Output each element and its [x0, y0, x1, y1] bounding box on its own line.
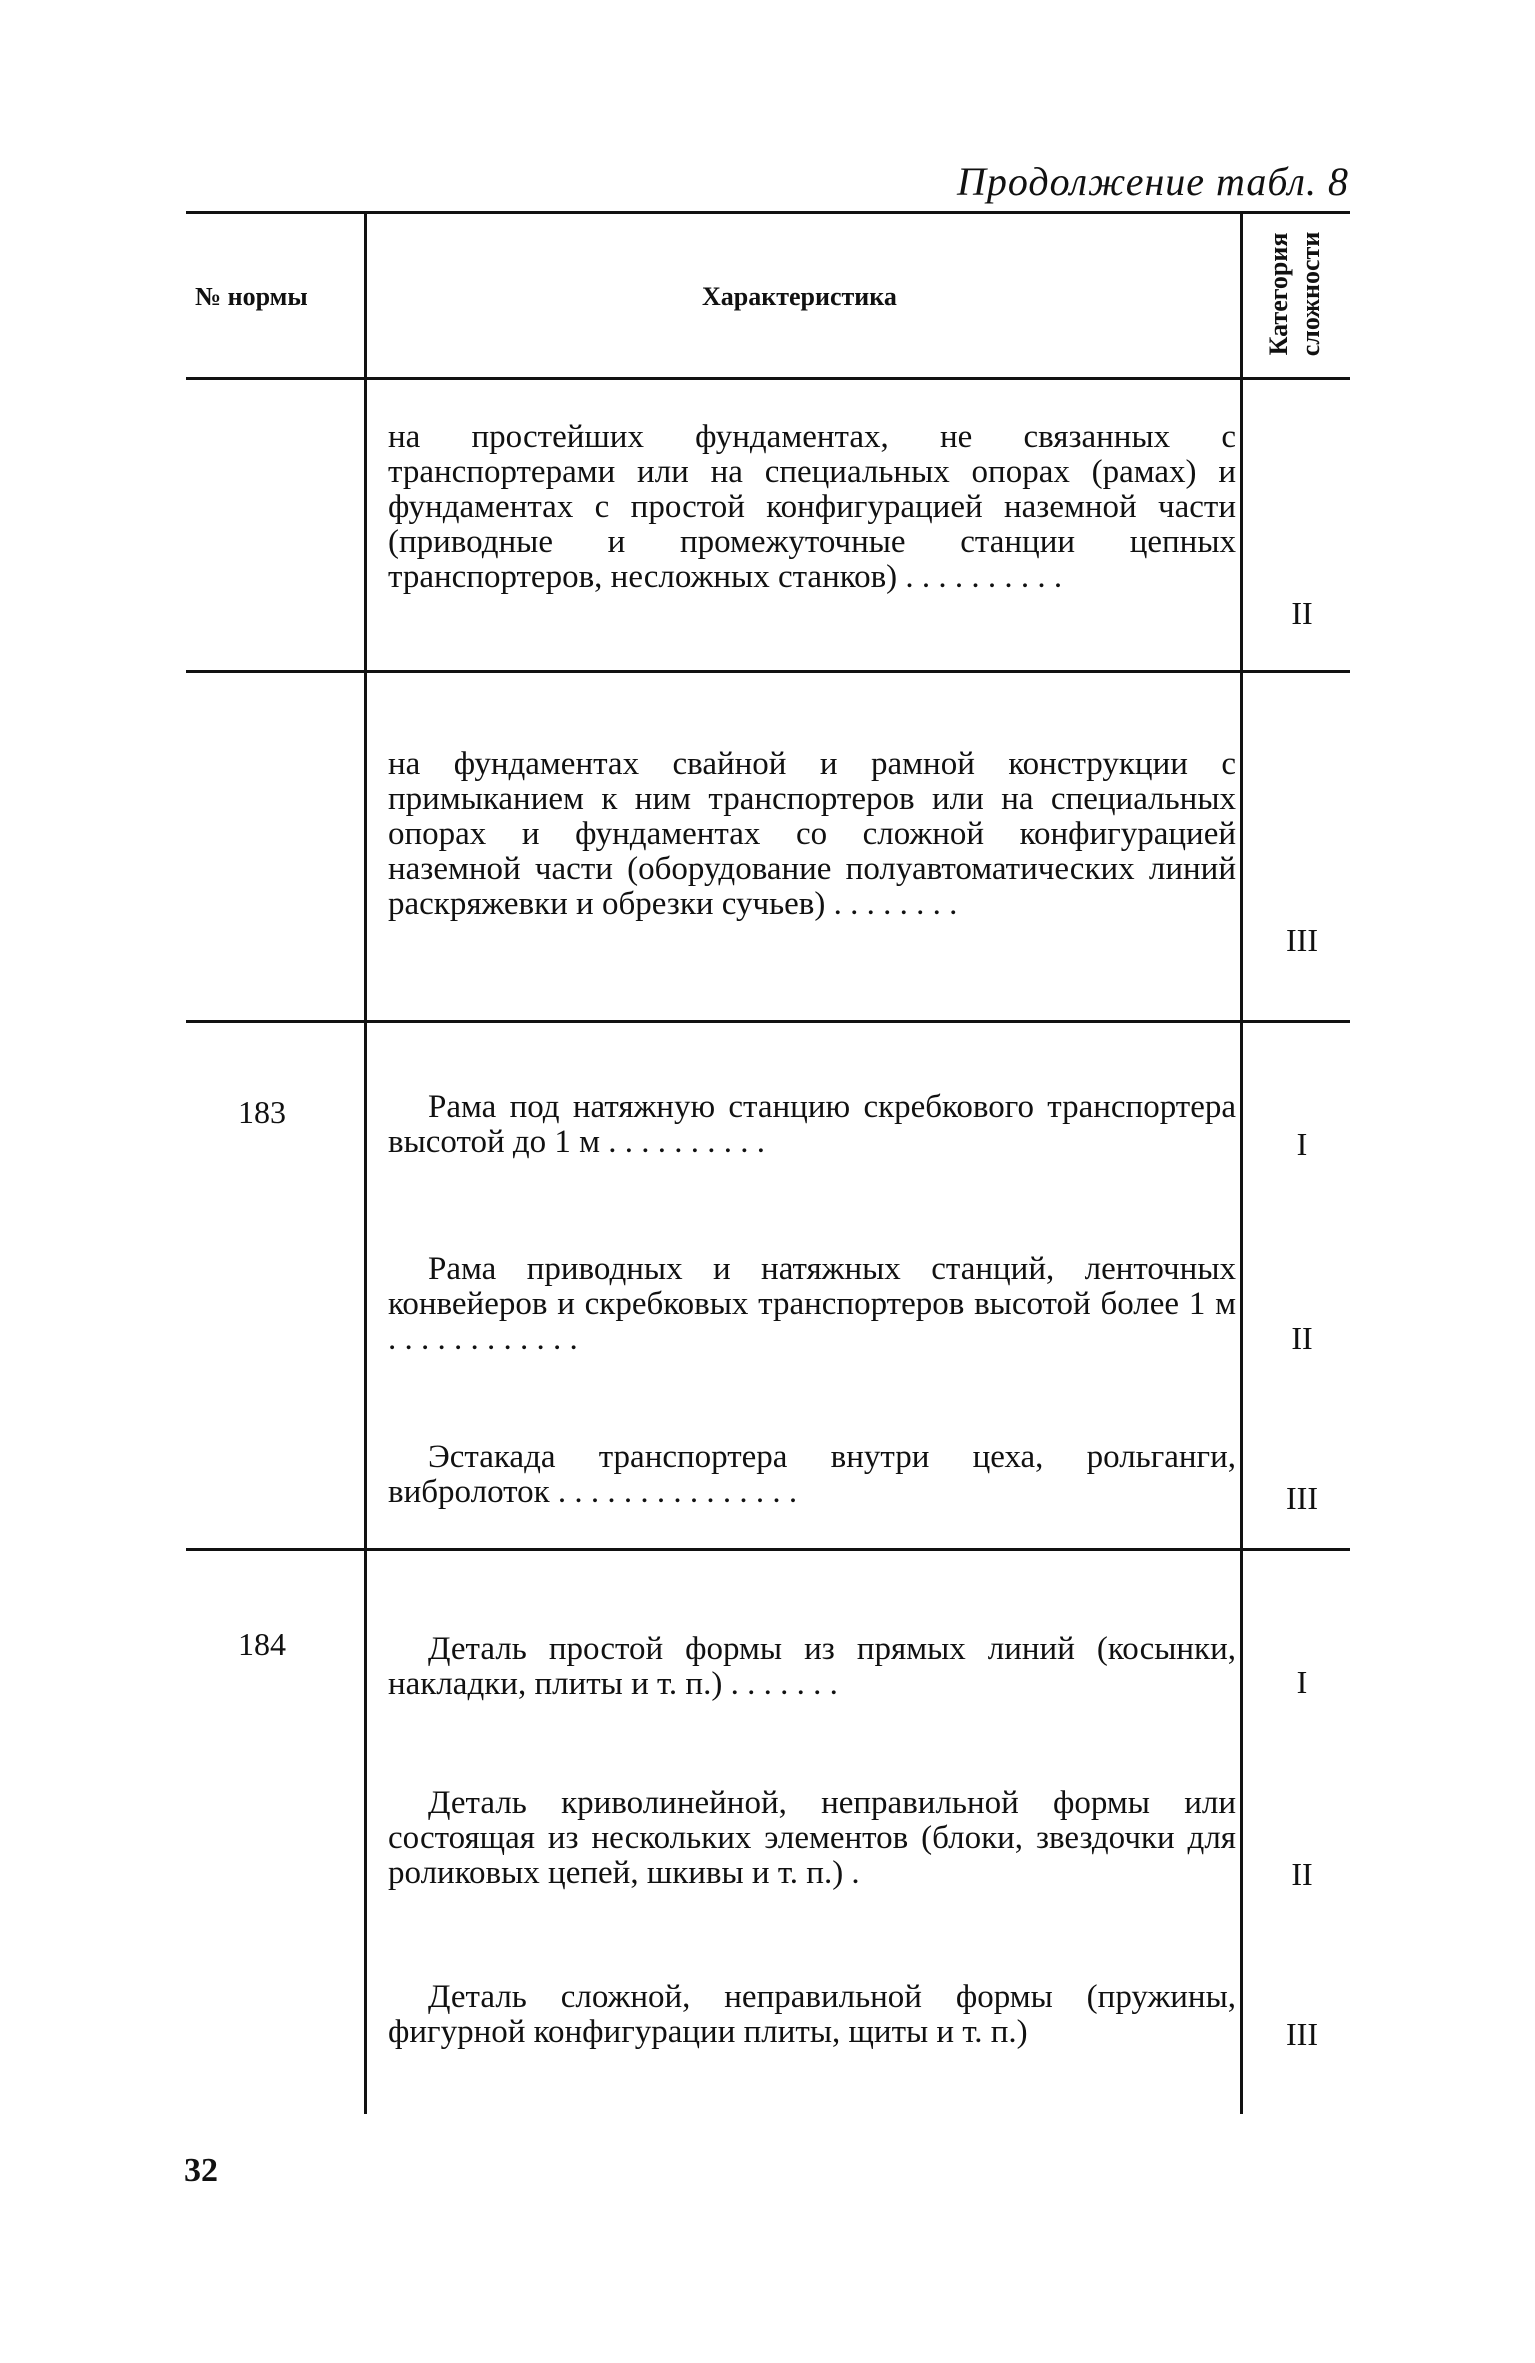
row-text-4 [388, 1252, 1236, 1357]
header-category-line1: Категория [1264, 232, 1293, 356]
row-text-3-content: Рама под натяжную станцию скребкового транспортера высотой до 1 м . . . . . . . . . . [388, 1089, 1236, 1160]
row-text-7 [388, 1786, 1236, 1891]
row-number-184: 184 [238, 1626, 286, 1662]
row-text-5-content: Эстакада транспортера внутри цеха, рольганги, вибролоток . . . . . . . . . . . . . . . [388, 1439, 1236, 1510]
header-category-line2: сложности [1296, 231, 1325, 357]
col-divider-left [364, 214, 367, 2114]
row-category-5: III [1286, 1480, 1318, 1516]
row-text-6 [388, 1632, 1236, 1702]
row-text-7-content: Деталь криволинейной, неправильной формы или состоящая из нескольких элементов (блоки, звездочки для роликовых цепей, шкивы и т. п.) . [388, 1785, 1236, 1891]
row-text-2 [388, 747, 1236, 922]
row-divider-1 [186, 670, 1350, 673]
table-caption: Продолжение табл. 8 [956, 159, 1349, 204]
row-category-4: II [1291, 1320, 1313, 1356]
row-category-1: II [1291, 595, 1313, 631]
row-text-6-content: Деталь простой формы из прямых линий (косынки, накладки, плиты и т. п.) . . . . . . . [388, 1631, 1236, 1702]
col-divider-right [1240, 214, 1243, 2114]
row-divider-2 [186, 1020, 1350, 1023]
row-text-4-content: Рама приводных и натяжных станций, ленточных конвейеров и скребковых транспортеров высотой более 1 м . . . . . . . . . . . . [388, 1251, 1236, 1357]
header-category [1263, 232, 1327, 357]
table-top-rule [186, 211, 1350, 214]
row-divider-183 [186, 1548, 1350, 1551]
row-text-8-content: Деталь сложной, неправильной формы (пружины, фигурной конфигурации плиты, щиты и т. п.) [388, 1979, 1236, 2050]
header-number: № нормы [195, 282, 308, 311]
row-text-2-content: на фундаментах свайной и рамной конструкции с примыканием к ним транспортеров или на специальных опорах и фундаментах со сложной конфигурацией наземной части (оборудование полуавтоматических линий раскряжевки и обрезки сучьев) . . . . . . . . [388, 746, 1236, 922]
header-bottom-rule [186, 377, 1350, 380]
row-category-7: II [1291, 1856, 1313, 1892]
row-text-1 [388, 420, 1236, 595]
row-text-1-content: на простейших фундаментах, не связанных с транспортерами или на специальных опорах (рамах) и фундаментах с простой конфигурацией наземной части (приводные и промежуточные станции цепных транспортеров, несложных станков) . . . . . . . . . . [388, 419, 1236, 595]
header-characteristic: Характеристика [702, 282, 897, 311]
row-category-8: III [1286, 2016, 1318, 2052]
row-text-3 [388, 1090, 1236, 1160]
row-text-5 [388, 1440, 1236, 1510]
page-number: 32 [184, 2152, 218, 2189]
row-number-183: 183 [238, 1094, 286, 1130]
row-text-8 [388, 1980, 1236, 2050]
row-category-3: I [1296, 1126, 1308, 1162]
row-category-6: I [1296, 1664, 1308, 1700]
row-category-2: III [1286, 922, 1318, 958]
